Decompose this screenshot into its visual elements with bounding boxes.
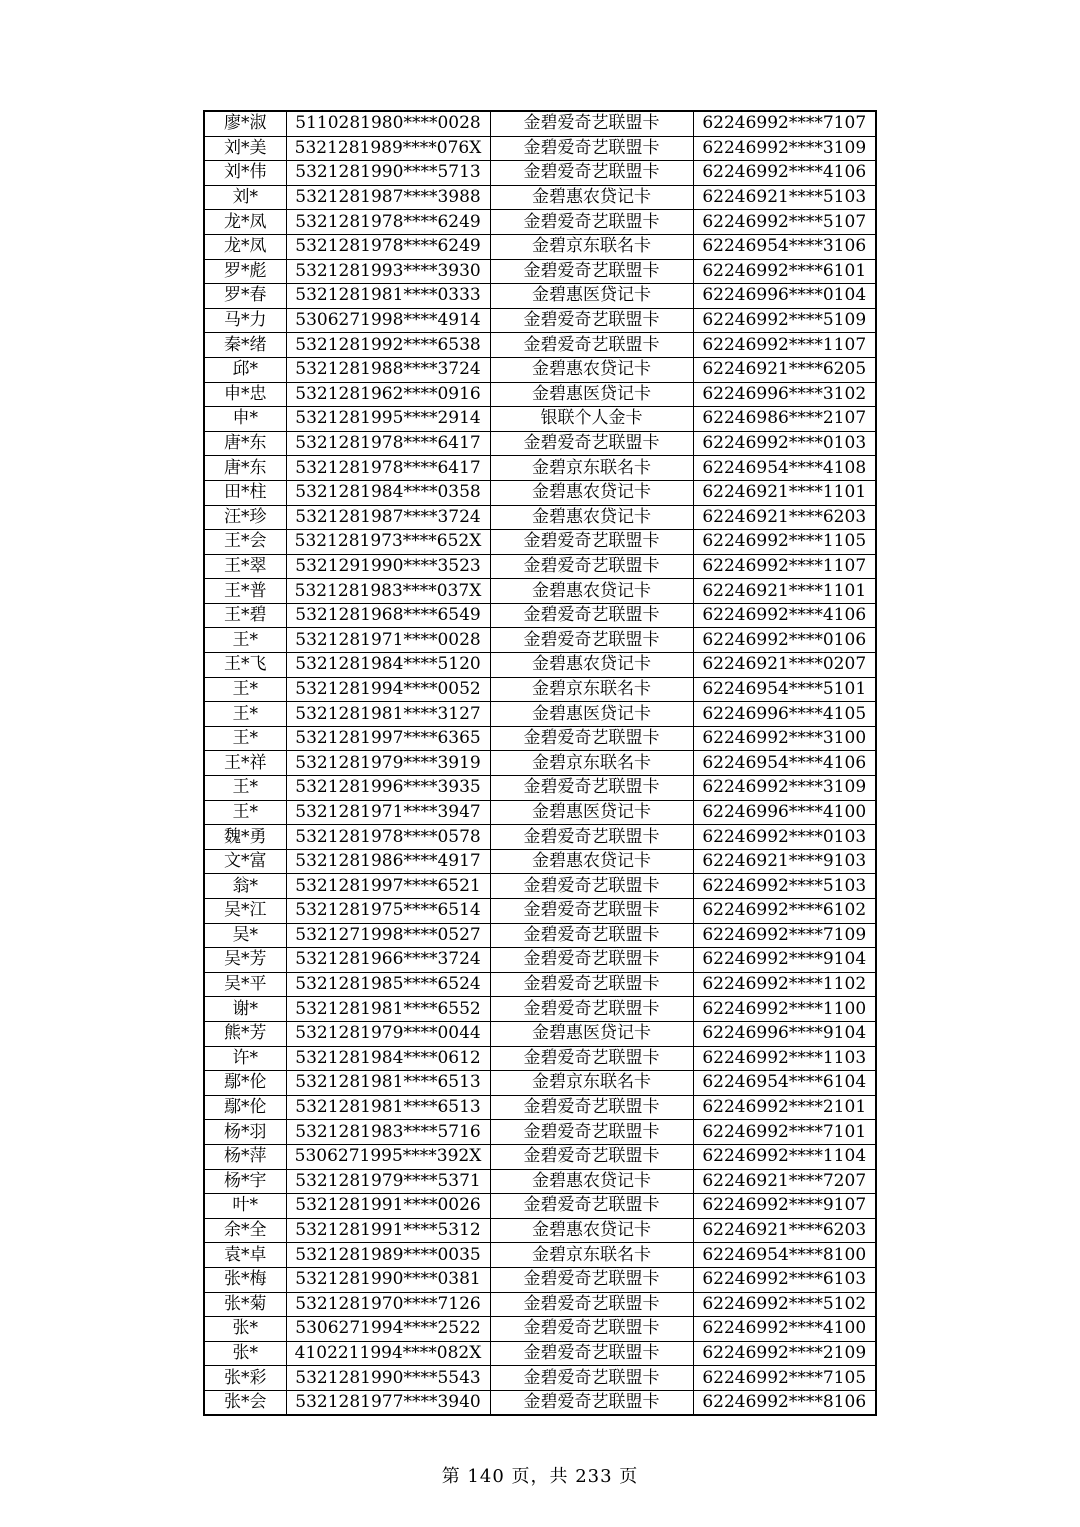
card-type-cell: 银联个人金卡 [490,407,693,432]
id-number-cell: 5321281992****6538 [286,333,490,358]
card-type-cell: 金碧京东联名卡 [490,234,693,259]
account-number-cell: 62246992****4106 [693,161,876,186]
table-row [204,259,876,284]
table-row [204,1317,876,1342]
account-number-cell: 62246954****4108 [693,456,876,481]
card-type-cell: 金碧惠医贷记卡 [490,800,693,825]
name-cell: 翁* [204,874,286,899]
id-number-cell: 5306271998****4914 [286,308,490,333]
name-cell: 龙*凤 [204,234,286,259]
card-type-cell: 金碧爱奇艺联盟卡 [490,874,693,899]
card-type-cell: 金碧爱奇艺联盟卡 [490,948,693,973]
id-number-cell: 5321281990****0381 [286,1267,490,1292]
name-cell: 张* [204,1317,286,1342]
table-row [204,1267,876,1292]
id-number-cell: 5321271998****0527 [286,923,490,948]
table-row [204,308,876,333]
account-number-cell: 62246992****5102 [693,1292,876,1317]
card-type-cell: 金碧惠农贷记卡 [490,1169,693,1194]
account-number-cell: 62246996****4105 [693,702,876,727]
name-cell: 唐*东 [204,431,286,456]
name-cell: 魏*勇 [204,825,286,850]
account-number-cell: 62246992****1103 [693,1046,876,1071]
id-number-cell: 5321281977****3940 [286,1390,490,1415]
id-number-cell: 5321281991****5312 [286,1218,490,1243]
account-number-cell: 62246996****3102 [693,382,876,407]
table-row [204,382,876,407]
id-number-cell: 5321281978****6417 [286,431,490,456]
account-number-cell: 62246992****0103 [693,431,876,456]
name-cell: 吴*江 [204,899,286,924]
table-row [204,702,876,727]
table-row [204,185,876,210]
id-number-cell: 5321281988****3724 [286,357,490,382]
id-number-cell: 5321281981****0333 [286,284,490,309]
table-row [204,1169,876,1194]
table-row [204,899,876,924]
name-cell: 王*飞 [204,653,286,678]
card-type-cell: 金碧惠农贷记卡 [490,653,693,678]
name-cell: 张*梅 [204,1267,286,1292]
account-number-cell: 62246992****1105 [693,530,876,555]
card-type-cell: 金碧爱奇艺联盟卡 [490,1366,693,1391]
table-row [204,1292,876,1317]
table-row [204,357,876,382]
table-row [204,234,876,259]
id-number-cell: 5321281989****076X [286,136,490,161]
account-number-cell: 62246921****0207 [693,653,876,678]
id-number-cell: 5321281984****0358 [286,480,490,505]
table-row [204,997,876,1022]
id-number-cell: 5321281979****5371 [286,1169,490,1194]
name-cell: 刘* [204,185,286,210]
name-cell: 许* [204,1046,286,1071]
name-cell: 王* [204,726,286,751]
account-number-cell: 62246992****4100 [693,1317,876,1342]
card-type-cell: 金碧京东联名卡 [490,751,693,776]
id-number-cell: 5321281968****6549 [286,603,490,628]
account-number-cell: 62246992****5107 [693,210,876,235]
id-number-cell: 5321281978****6417 [286,456,490,481]
name-cell: 张*彩 [204,1366,286,1391]
card-type-cell: 金碧爱奇艺联盟卡 [490,628,693,653]
id-number-cell: 5321281994****0052 [286,677,490,702]
card-type-cell: 金碧京东联名卡 [490,1071,693,1096]
id-number-cell: 5321281975****6514 [286,899,490,924]
card-type-cell: 金碧惠农贷记卡 [490,505,693,530]
id-number-cell: 5321281970****7126 [286,1292,490,1317]
account-number-cell: 62246992****7101 [693,1120,876,1145]
name-cell: 罗*彪 [204,259,286,284]
table-row [204,1390,876,1415]
card-type-cell: 金碧惠农贷记卡 [490,357,693,382]
account-number-cell: 62246992****6103 [693,1267,876,1292]
id-number-cell: 5321281962****0916 [286,382,490,407]
card-type-cell: 金碧爱奇艺联盟卡 [490,1341,693,1366]
table-row [204,1095,876,1120]
account-number-cell: 62246921****7207 [693,1169,876,1194]
account-number-cell: 62246992****6101 [693,259,876,284]
table-row [204,874,876,899]
account-number-cell: 62246921****5103 [693,185,876,210]
account-number-cell: 62246992****1107 [693,333,876,358]
id-number-cell: 5321281983****037X [286,579,490,604]
account-number-cell: 62246992****3100 [693,726,876,751]
table-row [204,653,876,678]
id-number-cell: 5321281986****4917 [286,849,490,874]
name-cell: 王* [204,628,286,653]
account-number-cell: 62246996****4100 [693,800,876,825]
table-row [204,333,876,358]
id-number-cell: 5321281993****3930 [286,259,490,284]
card-type-cell: 金碧爱奇艺联盟卡 [490,1267,693,1292]
card-type-cell: 金碧爱奇艺联盟卡 [490,603,693,628]
table-row [204,530,876,555]
table-row [204,431,876,456]
table-row [204,579,876,604]
card-type-cell: 金碧爱奇艺联盟卡 [490,1046,693,1071]
id-number-cell: 5321291990****3523 [286,554,490,579]
account-number-cell: 62246954****4106 [693,751,876,776]
table-row [204,1144,876,1169]
table-row [204,948,876,973]
name-cell: 刘*伟 [204,161,286,186]
id-number-cell: 5321281989****0035 [286,1243,490,1268]
card-type-cell: 金碧爱奇艺联盟卡 [490,825,693,850]
id-number-cell: 5321281983****5716 [286,1120,490,1145]
account-number-cell: 62246992****8106 [693,1390,876,1415]
id-number-cell: 5321281984****5120 [286,653,490,678]
name-cell: 王*祥 [204,751,286,776]
card-type-cell: 金碧爱奇艺联盟卡 [490,259,693,284]
card-type-cell: 金碧爱奇艺联盟卡 [490,923,693,948]
id-number-cell: 5321281971****3947 [286,800,490,825]
table-row [204,726,876,751]
card-type-cell: 金碧爱奇艺联盟卡 [490,136,693,161]
account-number-cell: 62246992****7107 [693,111,876,136]
table-row [204,505,876,530]
id-number-cell: 5321281991****0026 [286,1194,490,1219]
account-number-cell: 62246992****5103 [693,874,876,899]
card-type-cell: 金碧爱奇艺联盟卡 [490,997,693,1022]
name-cell: 王* [204,702,286,727]
table-row [204,407,876,432]
table-row [204,923,876,948]
card-type-cell: 金碧爱奇艺联盟卡 [490,1120,693,1145]
card-type-cell: 金碧惠农贷记卡 [490,1218,693,1243]
name-cell: 刘*美 [204,136,286,161]
table-row [204,554,876,579]
name-cell: 鄢*伦 [204,1095,286,1120]
table-row [204,1120,876,1145]
id-number-cell: 5321281981****6552 [286,997,490,1022]
table-row [204,1218,876,1243]
account-number-cell: 62246992****1104 [693,1144,876,1169]
id-number-cell: 5321281973****652X [286,530,490,555]
name-cell: 邱* [204,357,286,382]
account-number-cell: 62246921****1101 [693,480,876,505]
table-row [204,800,876,825]
table-row [204,210,876,235]
card-type-cell: 金碧爱奇艺联盟卡 [490,776,693,801]
id-number-cell: 5321281981****3127 [286,702,490,727]
name-cell: 汪*珍 [204,505,286,530]
table-row [204,1021,876,1046]
name-cell: 吴* [204,923,286,948]
card-type-cell: 金碧惠农贷记卡 [490,849,693,874]
table-row [204,825,876,850]
table-row [204,1243,876,1268]
card-type-cell: 金碧爱奇艺联盟卡 [490,1194,693,1219]
table-row [204,284,876,309]
name-cell: 张*菊 [204,1292,286,1317]
account-number-cell: 62246992****9107 [693,1194,876,1219]
account-number-cell: 62246992****6102 [693,899,876,924]
account-number-cell: 62246921****6203 [693,505,876,530]
name-cell: 鄢*伦 [204,1071,286,1096]
card-type-cell: 金碧京东联名卡 [490,677,693,702]
account-number-cell: 62246992****3109 [693,776,876,801]
account-number-cell: 62246992****1102 [693,972,876,997]
card-type-cell: 金碧京东联名卡 [490,1243,693,1268]
card-type-cell: 金碧惠农贷记卡 [490,480,693,505]
card-type-cell: 金碧爱奇艺联盟卡 [490,210,693,235]
account-number-cell: 62246992****2109 [693,1341,876,1366]
name-cell: 杨*羽 [204,1120,286,1145]
table-row [204,480,876,505]
name-cell: 王* [204,776,286,801]
account-number-cell: 62246992****4106 [693,603,876,628]
id-number-cell: 5321281981****6513 [286,1095,490,1120]
id-number-cell: 5321281979****0044 [286,1021,490,1046]
id-number-cell: 5321281990****5543 [286,1366,490,1391]
card-type-cell: 金碧爱奇艺联盟卡 [490,1390,693,1415]
account-number-cell: 62246992****0106 [693,628,876,653]
account-number-cell: 62246921****6203 [693,1218,876,1243]
name-cell: 王* [204,800,286,825]
id-number-cell: 5321281995****2914 [286,407,490,432]
name-cell: 罗*春 [204,284,286,309]
account-number-cell: 62246992****1107 [693,554,876,579]
name-cell: 张*会 [204,1390,286,1415]
card-type-cell: 金碧爱奇艺联盟卡 [490,431,693,456]
name-cell: 杨*萍 [204,1144,286,1169]
name-cell: 袁*卓 [204,1243,286,1268]
name-cell: 张* [204,1341,286,1366]
table-row [204,628,876,653]
card-type-cell: 金碧爱奇艺联盟卡 [490,899,693,924]
id-number-cell: 5321281987****3724 [286,505,490,530]
name-cell: 廖*淑 [204,111,286,136]
account-number-cell: 62246954****6104 [693,1071,876,1096]
name-cell: 王* [204,677,286,702]
id-number-cell: 5306271995****392X [286,1144,490,1169]
table-row [204,1071,876,1096]
table-row [204,136,876,161]
name-cell: 王*普 [204,579,286,604]
card-type-cell: 金碧爱奇艺联盟卡 [490,1292,693,1317]
card-type-cell: 金碧惠医贷记卡 [490,284,693,309]
id-number-cell: 5321281979****3919 [286,751,490,776]
name-cell: 王*翠 [204,554,286,579]
account-number-cell: 62246992****5109 [693,308,876,333]
id-number-cell: 5321281997****6521 [286,874,490,899]
name-cell: 田*柱 [204,480,286,505]
name-cell: 龙*凤 [204,210,286,235]
card-type-cell: 金碧惠医贷记卡 [490,382,693,407]
account-number-cell: 62246992****0103 [693,825,876,850]
id-number-cell: 5321281978****0578 [286,825,490,850]
account-number-cell: 62246921****9103 [693,849,876,874]
table-row [204,776,876,801]
id-number-cell: 5306271994****2522 [286,1317,490,1342]
card-type-cell: 金碧爱奇艺联盟卡 [490,1095,693,1120]
records-table [203,110,877,1416]
card-type-cell: 金碧惠医贷记卡 [490,1021,693,1046]
name-cell: 王*会 [204,530,286,555]
name-cell: 杨*宇 [204,1169,286,1194]
account-number-cell: 62246954****8100 [693,1243,876,1268]
id-number-cell: 5321281985****6524 [286,972,490,997]
account-number-cell: 62246992****9104 [693,948,876,973]
account-number-cell: 62246954****5101 [693,677,876,702]
account-number-cell: 62246992****2101 [693,1095,876,1120]
id-number-cell: 5321281978****6249 [286,210,490,235]
id-number-cell: 5321281981****6513 [286,1071,490,1096]
card-type-cell: 金碧爱奇艺联盟卡 [490,972,693,997]
table-row [204,111,876,136]
id-number-cell: 4102211994****082X [286,1341,490,1366]
table-row [204,1194,876,1219]
table-row [204,161,876,186]
account-number-cell: 62246921****6205 [693,357,876,382]
card-type-cell: 金碧爱奇艺联盟卡 [490,530,693,555]
page-number-footer: 第 140 页，共 233 页 [441,1466,639,1487]
table-row [204,972,876,997]
account-number-cell: 62246996****0104 [693,284,876,309]
id-number-cell: 5321281978****6249 [286,234,490,259]
id-number-cell: 5321281971****0028 [286,628,490,653]
name-cell: 余*全 [204,1218,286,1243]
table-row [204,603,876,628]
name-cell: 吴*芳 [204,948,286,973]
id-number-cell: 5321281984****0612 [286,1046,490,1071]
account-number-cell: 62246954****3106 [693,234,876,259]
table-row [204,849,876,874]
id-number-cell: 5321281987****3988 [286,185,490,210]
id-number-cell: 5321281996****3935 [286,776,490,801]
name-cell: 叶* [204,1194,286,1219]
account-number-cell: 62246996****9104 [693,1021,876,1046]
records-table-body [204,111,876,1415]
id-number-cell: 5321281997****6365 [286,726,490,751]
table-row [204,1366,876,1391]
card-type-cell: 金碧爱奇艺联盟卡 [490,333,693,358]
card-type-cell: 金碧爱奇艺联盟卡 [490,554,693,579]
table-row [204,751,876,776]
account-number-cell: 62246992****7105 [693,1366,876,1391]
account-number-cell: 62246986****2107 [693,407,876,432]
name-cell: 吴*平 [204,972,286,997]
table-row [204,677,876,702]
table-row [204,1046,876,1071]
account-number-cell: 62246992****3109 [693,136,876,161]
name-cell: 马*力 [204,308,286,333]
name-cell: 王*碧 [204,603,286,628]
table-row [204,1341,876,1366]
card-type-cell: 金碧爱奇艺联盟卡 [490,111,693,136]
name-cell: 文*富 [204,849,286,874]
card-type-cell: 金碧爱奇艺联盟卡 [490,161,693,186]
account-number-cell: 62246992****1100 [693,997,876,1022]
id-number-cell: 5321281990****5713 [286,161,490,186]
id-number-cell: 5321281966****3724 [286,948,490,973]
account-number-cell: 62246921****1101 [693,579,876,604]
card-type-cell: 金碧京东联名卡 [490,456,693,481]
card-type-cell: 金碧爱奇艺联盟卡 [490,308,693,333]
card-type-cell: 金碧爱奇艺联盟卡 [490,1144,693,1169]
table-row [204,456,876,481]
card-type-cell: 金碧爱奇艺联盟卡 [490,1317,693,1342]
name-cell: 申* [204,407,286,432]
card-type-cell: 金碧惠农贷记卡 [490,185,693,210]
name-cell: 秦*绪 [204,333,286,358]
card-type-cell: 金碧惠农贷记卡 [490,579,693,604]
id-number-cell: 5110281980****0028 [286,111,490,136]
card-type-cell: 金碧惠医贷记卡 [490,702,693,727]
name-cell: 谢* [204,997,286,1022]
card-type-cell: 金碧爱奇艺联盟卡 [490,726,693,751]
name-cell: 申*忠 [204,382,286,407]
account-number-cell: 62246992****7109 [693,923,876,948]
name-cell: 唐*东 [204,456,286,481]
name-cell: 熊*芳 [204,1021,286,1046]
